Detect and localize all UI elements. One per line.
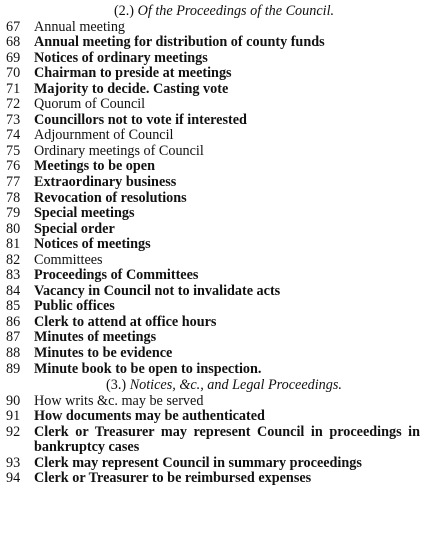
entry-text: Chairman to preside at meetings (34, 65, 232, 82)
section-number: (3.) (106, 377, 127, 394)
list-item (6, 315, 420, 331)
list-item (6, 330, 420, 346)
entry-text: Clerk may represent Council in summary proceedings (34, 454, 362, 471)
list-item (6, 268, 420, 284)
section-number: (2.) (113, 3, 135, 19)
list-item (6, 346, 420, 362)
section-number: 70 (6, 65, 21, 82)
entry-text: Majority to decide. Casting vote (34, 80, 229, 97)
section-number: 86 (6, 313, 21, 330)
list-item (6, 284, 420, 300)
list-item (6, 128, 420, 144)
section-number: 79 (6, 205, 21, 222)
entry-text: Vacancy in Council not to invalidate acts (34, 282, 281, 299)
entry-text: Minutes of meetings (34, 329, 157, 346)
list-item (6, 471, 420, 487)
entry-text: Notices of meetings (34, 236, 151, 253)
section-number: 67 (6, 18, 21, 35)
entry-text: Annual meeting for distribution of county funds (34, 34, 325, 51)
section-number: 82 (6, 251, 21, 268)
list-item (6, 299, 420, 315)
entry-text: How writs &c. may be served (34, 392, 204, 409)
section-number: 72 (6, 96, 21, 113)
section-number: 85 (6, 298, 21, 315)
section-number: 83 (6, 267, 21, 284)
entry-text: Public offices (34, 298, 115, 315)
entry-text: Notices of ordinary meetings (34, 49, 208, 66)
list-item (6, 82, 420, 98)
list-item (6, 191, 420, 207)
entry-text: Special meetings (34, 205, 135, 222)
section-number: 88 (6, 345, 21, 362)
entry-text: Special order (34, 220, 115, 237)
section-number: 80 (6, 220, 21, 237)
entry-text: Ordinary meetings of Council (34, 142, 204, 159)
entry-text: How documents may be authenticated (34, 408, 265, 425)
list-item (6, 66, 420, 82)
section-number: 93 (6, 454, 21, 471)
entry-text: Clerk to attend at office hours (34, 313, 217, 330)
list-item (6, 456, 420, 472)
list-item (6, 175, 420, 191)
section-number: 90 (6, 392, 21, 409)
list-item (6, 97, 420, 113)
entry-text: Annual meeting (34, 18, 126, 35)
entry-text: Clerk or Treasurer to be reimbursed expenses (34, 470, 312, 487)
list-item (6, 113, 420, 129)
entry-text: Councillors not to vote if interested (34, 111, 247, 128)
list-item (6, 144, 420, 160)
section-number: 94 (6, 470, 21, 487)
entry-text: Quorum of Council (34, 96, 146, 113)
list-item (6, 394, 420, 410)
list-item (6, 362, 420, 378)
list-item (6, 409, 420, 425)
entry-text: Proceedings of Committees (34, 267, 199, 284)
section-number: 81 (6, 236, 21, 253)
section-number: 71 (6, 80, 21, 97)
list-item (6, 253, 420, 269)
entry-text: Adjournment of Council (34, 127, 174, 144)
section-heading (6, 4, 420, 20)
section-number: 74 (6, 127, 21, 144)
list-item (6, 51, 420, 67)
section-number: 87 (6, 329, 21, 346)
entry-text: Revocation of resolutions (34, 189, 187, 206)
section-heading (6, 378, 420, 394)
section-number: 73 (6, 111, 21, 128)
section-title: Of the Proceedings of the Council. (137, 3, 335, 19)
entry-text: Minutes to be evidence (34, 345, 173, 362)
section-number: 89 (6, 360, 21, 377)
list-item (6, 20, 420, 36)
section-number: 75 (6, 142, 21, 159)
entry-text: Meetings to be open (34, 158, 155, 175)
section-number: 76 (6, 158, 21, 175)
section-number: 69 (6, 49, 21, 66)
entry-text: Extraordinary business (34, 174, 177, 191)
section-number: 84 (6, 282, 21, 299)
entry-text: Clerk or Treasurer may represent Council in proceedings in bankruptcy cases (34, 423, 420, 456)
list-item (6, 222, 420, 238)
entry-text: Committees (34, 251, 103, 268)
list-item (6, 206, 420, 222)
section-number: 77 (6, 174, 21, 191)
section-number: 68 (6, 34, 21, 51)
section-number: 92 (6, 423, 21, 440)
list-item (6, 237, 420, 253)
section-title: Notices, &c., and Legal Proceedings. (129, 377, 342, 394)
section-number: 91 (6, 408, 21, 425)
section-number: 78 (6, 189, 21, 206)
entry-text: Minute book to be open to inspection. (34, 360, 262, 377)
list-item (6, 159, 420, 175)
list-item (6, 35, 420, 51)
list-item (6, 425, 420, 456)
